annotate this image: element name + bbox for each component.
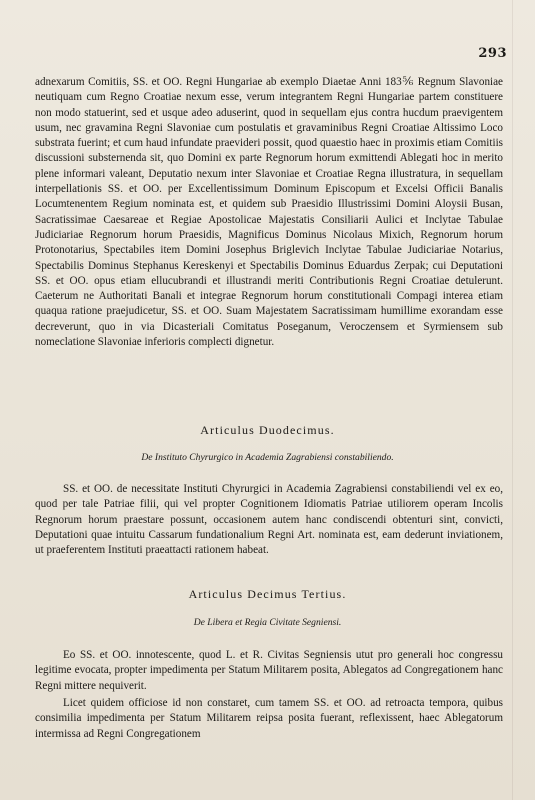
paragraph-text: SS. et OO. de necessitate Instituti Chyrurgici in Academia Zagrabiensi constabiliendi vel ex eo, quod per tale Patriae filii, qui vel propter Cognitionem Idiomatis Patriae utiliorem operam Incolis Regnorum horum praestare possunt, occasionem autem hanc condiscendi obtenturi sint, convicti, Deputationi quae intuitu Cassarum fundationalium Regni Art. nominata est, eam dederunt inviationem, ut praeferentem Instituti praeattacti rationem habeat. (35, 483, 503, 557)
article-thirteen-heading: Articulus Decimus Tertius. (188, 587, 347, 601)
paragraph-text: Licet quidem officiose id non constaret, cum tamem SS. et OO. ad retroacta tempora, quibus consimilia impedimenta per Statum Militarem reipsa posita fuerant, reflexissent, haec Ablegatorum intermissa ad Regni Congregationem (35, 697, 503, 740)
article-thirteen-paragraph-1 (35, 648, 503, 694)
article-twelve-paragraph (35, 482, 503, 558)
page-number: 293 (478, 46, 507, 61)
paragraph-text: adnexarum Comitiis, SS. et OO. Regni Hungariae ab exemplo Diaetae Anni 183⅚ Regnum Slavoniae neutiquam cum Regno Croatiae nexum esse, verum integrantem Regni Hungariae partem constituere non modo statuerint, sed et usque adeo aduserint, quod in sequellam ejus contra hucdum praevigentem usum, nec gravamina Regni Slavoniae cum postulatis et gravaminibus Regni Croatiae Altissimo Loco substrata fuerint; et cum haud infundate praevideri possit, quod quaestio haec in proximis etiam Comitiis discussioni substernenda sit, quo Domini ex parte Regnorum horum exmittendi Ablegati hoc in merito plene informari valeant, Deputatio nexum inter Slavoniae et Croatiae Regna illustratura, in sequellam interpellationis SS. et OO. per Excellentissimum Dominum Episcopum et Excelsi Officii Banalis Locumtenentem Regium nominata est, et quidem sub Praesidio Illustrissimi Domini Aloysii Busan, Sacratissimae Caesareae et Regiae Apostolicae Majestatis Consiliarii Aulici et Inclytae Tabulae Judiciariae Regnorum horum Praesidis, Magnificus Dominus Nicolaus Mixich, Regnorum horum Protonotarius, Spectabiles item Domini Josephus Briglevich Inclytae Tabulae Judiciariae Notarius, Spectabilis Dominus Stephanus Kereskenyi et Spectabilis Dominus Eduardus Zerpak; cui Deputationi SS. et OO. opus etiam ellucubrandi et illustrandi meriti Contributionis Regni Croatiae detulerunt. Caeterum ne Authoritati Banali et integrae Regnorum horum constitutionali Compagi interea etiam quaqua ratione praejudicetur, SS. et OO. Suam Majestatem Sacratissimam humillime exorandam esse decreverunt, quo in via Dicasteriali Comitatus Poseganum, Veroczensem et Syrmiensem sub nomeclatione Slavoniae inferioris complecti dignetur. (35, 76, 503, 349)
page-fold-shadow (512, 0, 513, 800)
paragraph-text: Eo SS. et OO. innotescente, quod L. et R. Civitas Segniensis utut pro generali hoc congressu legitime evocata, propter impedimenta per Statum Militarem posita, Ablegatos ad Congregationem hanc Regni mittere nequiverit. (35, 649, 503, 692)
paragraph-continuation (35, 75, 503, 350)
article-thirteen-paragraph-2 (35, 696, 503, 742)
article-thirteen-subtitle: De Libera et Regia Civitate Segniensi. (193, 617, 342, 628)
article-twelve-heading: Articulus Duodecimus. (200, 423, 335, 437)
article-twelve-subtitle: De Instituto Chyrurgico in Academia Zagrabiensi constabiliendo. (141, 452, 394, 463)
